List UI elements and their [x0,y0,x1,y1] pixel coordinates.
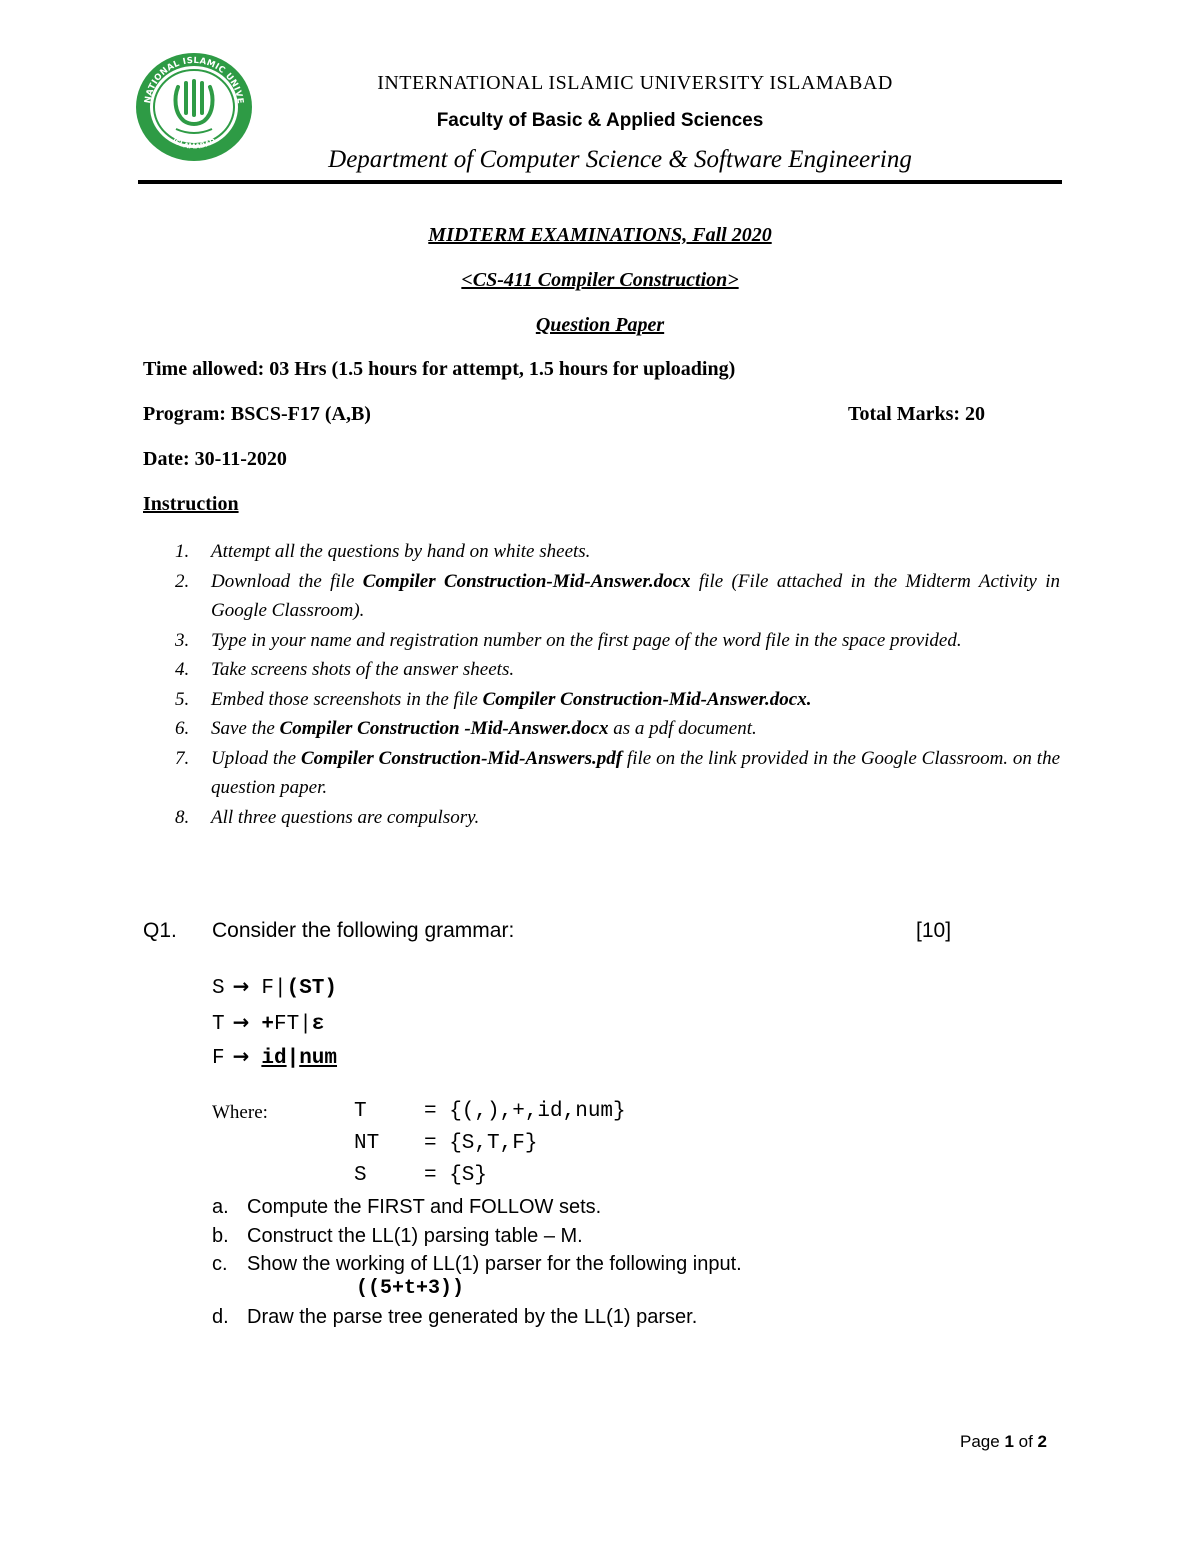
part-label: b. [212,1224,229,1247]
instruction-text: All three questions are compulsory. [211,806,480,828]
instruction-number: 8. [175,806,190,828]
arrow-right-icon: → [232,1010,250,1034]
rule-rhs-bold: (ST) [286,977,338,1000]
rule-rhs: FT| [273,1013,312,1036]
part-text: Compute the FIRST and FOLLOW sets. [247,1196,602,1218]
exam-title: MIDTERM EXAMINATIONS, Fall 2020 [428,224,772,246]
instruction-number: 4. [175,659,190,680]
instruction-item [170,655,1060,685]
question-text: Consider the following grammar: [212,919,515,942]
total-pages: 2 [1037,1432,1047,1451]
instruction-text: Take screens shots of the answer sheets. [211,659,515,680]
instructions-list [170,537,1060,832]
instructions-heading: Instruction [143,493,239,515]
instruction-text: Save the [211,718,280,739]
rule-lhs: S [212,977,225,1000]
part-text: Construct the LL(1) parsing table – M. [247,1224,583,1247]
question-part [212,1306,697,1329]
total-marks: Total Marks: 20 [848,403,986,425]
set-value: = {S} [424,1164,488,1187]
grammar-rule-s [212,974,337,1000]
question-part [212,1250,1032,1279]
instruction-number: 3. [175,629,190,651]
part-text: Draw the parse tree generated by the LL(1) parser. [247,1306,698,1328]
set-symbol: S [354,1164,367,1187]
rule-rhs: F| [261,977,287,1000]
part-label: c. [212,1253,228,1275]
department-name: Department of Computer Science & Software Engineering [328,146,912,173]
instruction-text: Type in your name and registration number on the first page of the word file in the space provided. [211,629,962,651]
rule-lhs: T [212,1013,225,1036]
instruction-filename: Compiler Construction-Mid-Answer.docx. [482,688,812,710]
instruction-number: 1. [175,541,190,562]
instruction-text: Download the file [211,570,363,592]
svg-text:ISLAMABAD: ISLAMABAD [170,136,218,151]
terminal-id: id [261,1047,287,1070]
instruction-filename: Compiler Construction-Mid-Answer.docx [362,570,691,592]
svg-text:INTERNATIONAL ISLAMIC UNIVERSI: NATIONAL ISLAMIC UNIVE [143,55,245,105]
page-number [960,1432,1047,1452]
instruction-item [170,803,1060,833]
question-parts-list [212,1193,1032,1279]
instruction-item [170,685,1060,715]
instruction-text: Upload the [211,747,301,769]
instruction-item [170,537,1060,567]
part-label: d. [212,1306,229,1328]
question-part [212,1193,1032,1222]
rule-lhs: F [212,1047,225,1070]
instruction-item [170,744,1060,803]
set-value: = {(,),+,id,num} [424,1100,626,1123]
current-page: 1 [1004,1432,1014,1451]
page-of: of [1013,1432,1038,1451]
set-symbol: NT [354,1132,380,1155]
epsilon-symbol: ε [311,1013,325,1036]
where-label: Where: [212,1102,268,1123]
instruction-text: Attempt all the questions by hand on white sheets. [211,541,591,562]
program-info: Program: BSCS-F17 (A,B) [143,403,371,425]
instruction-text: file on the link provided in the Google Classroom. on the question paper. [211,747,1061,798]
exam-date: Date: 30-11-2020 [143,448,287,470]
university-name: INTERNATIONAL ISLAMIC UNIVERSITY ISLAMABAD [377,72,893,94]
instruction-number: 6. [175,718,190,739]
set-symbol: T [354,1100,367,1123]
instruction-number: 5. [175,688,190,710]
time-allowed: Time allowed: 03 Hrs (1.5 hours for attempt, 1.5 hours for uploading) [143,358,736,380]
question-number: Q1. [143,919,177,942]
part-label: a. [212,1196,229,1218]
paper-title: Question Paper [535,314,665,336]
instruction-filename: Compiler Construction-Mid-Answers.pdf [300,747,623,769]
part-text: Show the working of LL(1) parser for the following input. [247,1253,742,1275]
grammar-rule-f [212,1044,337,1070]
question-part [212,1222,1032,1251]
instruction-item [170,567,1060,626]
arrow-right-icon: → [232,1044,250,1068]
parser-input: ((5+t+3)) [356,1277,465,1300]
instruction-number: 7. [175,747,190,769]
instruction-item [170,714,1060,744]
question-marks: [10] [916,919,952,942]
page-prefix: Page [960,1432,1005,1451]
grammar-rule-t [212,1010,324,1036]
course-title: <CS-411 Compiler Construction> [461,269,739,291]
arrow-right-icon: → [232,974,250,998]
instruction-text: as a pdf document. [608,718,757,739]
instruction-filename: Compiler Construction -Mid-Answer.docx [279,718,609,739]
instruction-item [170,626,1060,656]
instruction-number: 2. [175,570,190,592]
rule-separator: | [286,1047,300,1070]
header-divider [138,180,1062,184]
faculty-name: Faculty of Basic & Applied Sciences [436,110,764,131]
terminal-num: num [299,1047,338,1070]
instruction-text: Embed those screenshots in the file [211,688,483,710]
rule-rhs-bold: + [261,1013,274,1036]
set-value: = {S,T,F} [424,1132,538,1155]
instruction-text: file (File attached in the Midterm Activity in Google Classroom). [211,570,1061,621]
